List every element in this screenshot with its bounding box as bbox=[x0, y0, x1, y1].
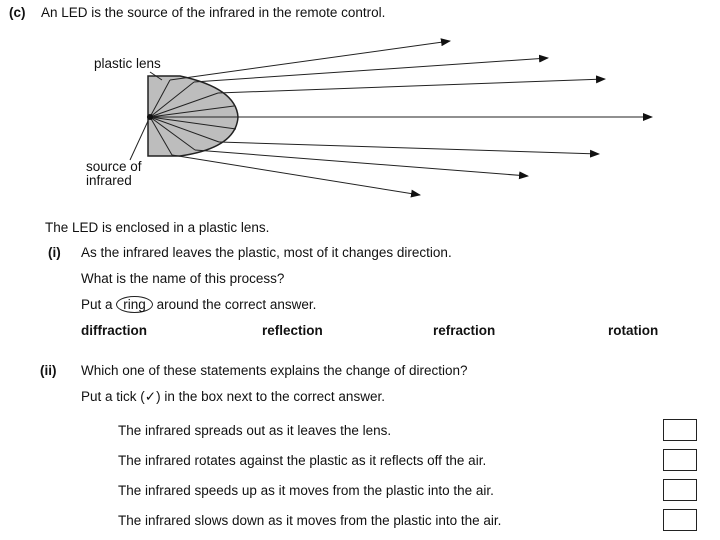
q2-instruction: Put a tick (✓) in the box next to the correct answer. bbox=[81, 389, 385, 404]
option-rotation[interactable]: rotation bbox=[608, 323, 659, 338]
ray bbox=[219, 142, 599, 154]
ring-word: ring bbox=[116, 296, 153, 313]
option-refraction[interactable]: refraction bbox=[433, 323, 496, 338]
q2-label: (ii) bbox=[40, 363, 57, 378]
option-diffraction[interactable]: diffraction bbox=[81, 323, 147, 338]
tick-box-4[interactable] bbox=[663, 509, 697, 531]
ray bbox=[194, 58, 548, 82]
q1-statement: As the infrared leaves the plastic, most of it changes direction. bbox=[81, 245, 452, 260]
statement-1: The infrared spreads out as it leaves the lens. bbox=[118, 423, 392, 438]
part-label: (c) bbox=[9, 5, 26, 20]
ray bbox=[172, 155, 420, 195]
statement-4: The infrared slows down as it moves from the plastic into the air. bbox=[118, 513, 502, 528]
part-heading: An LED is the source of the infrared in the remote control. bbox=[41, 5, 386, 20]
intro-text: The LED is enclosed in a plastic lens. bbox=[45, 220, 270, 235]
tick-box-1[interactable] bbox=[663, 419, 697, 441]
q1-question: What is the name of this process? bbox=[81, 271, 285, 286]
option-reflection[interactable]: reflection bbox=[262, 323, 323, 338]
lens-label: plastic lens bbox=[94, 56, 161, 71]
ray bbox=[218, 79, 605, 93]
q1-instruction bbox=[81, 296, 316, 313]
statement-3: The infrared speeds up as it moves from the plastic into the air. bbox=[118, 483, 494, 498]
ray bbox=[195, 150, 528, 176]
instruction-before: Put a bbox=[81, 297, 113, 312]
source-label-line1: source of bbox=[86, 159, 142, 174]
source-label-line2: infrared bbox=[86, 173, 132, 188]
tick-box-2[interactable] bbox=[663, 449, 697, 471]
led-source-dot bbox=[147, 114, 153, 120]
plastic-lens bbox=[148, 76, 238, 156]
statement-2: The infrared rotates against the plastic as it reflects off the air. bbox=[118, 453, 487, 468]
led-lens-diagram bbox=[0, 25, 720, 225]
q2-question: Which one of these statements explains the change of direction? bbox=[81, 363, 468, 378]
q1-label: (i) bbox=[48, 245, 61, 260]
instruction-after: around the correct answer. bbox=[156, 297, 317, 312]
tick-box-3[interactable] bbox=[663, 479, 697, 501]
